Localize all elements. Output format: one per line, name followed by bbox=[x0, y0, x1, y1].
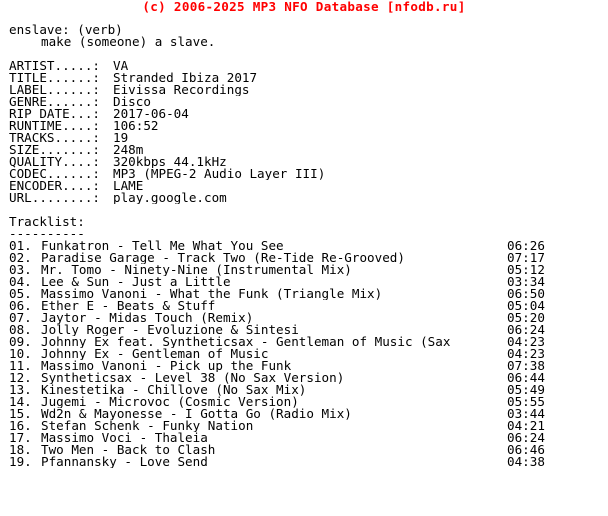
field-encoder bbox=[9, 180, 604, 192]
field-value: LAME bbox=[113, 180, 144, 192]
track-number: 14. bbox=[9, 394, 32, 409]
track-duration: 05:49 bbox=[507, 382, 545, 397]
field-key: URL........: bbox=[9, 192, 100, 204]
field-title bbox=[9, 72, 604, 84]
field-value: Disco bbox=[113, 96, 151, 108]
field-label bbox=[9, 84, 604, 96]
track-number: 03. bbox=[9, 262, 32, 277]
track-title: Syntheticsax - Level 38 (No Sax Version) bbox=[41, 372, 345, 384]
track-number: 02. bbox=[9, 250, 32, 265]
track-number: 01. bbox=[9, 238, 32, 253]
track-title: Ether E - Beats & Stuff bbox=[41, 300, 216, 312]
track-title: Funkatron - Tell Me What You See bbox=[41, 240, 284, 252]
track-duration: 05:04 bbox=[507, 298, 545, 313]
tracklist-underline: ---------- bbox=[9, 228, 85, 240]
definition-body: make (someone) a slave. bbox=[41, 36, 216, 48]
field-genre bbox=[9, 96, 604, 108]
track-number: 04. bbox=[9, 274, 32, 289]
track-number: 17. bbox=[9, 430, 32, 445]
track-title: Jaytor - Midas Touch (Remix) bbox=[41, 312, 254, 324]
field-key: ENCODER....: bbox=[9, 180, 100, 192]
field-key: GENRE......: bbox=[9, 96, 100, 108]
field-key: LABEL......: bbox=[9, 84, 100, 96]
track-title: Massimo Vanoni - What the Funk (Triangle Mix) bbox=[41, 288, 383, 300]
spacer bbox=[9, 48, 604, 60]
field-value: VA bbox=[113, 60, 129, 72]
track-title: Johnny Ex - Gentleman of Music bbox=[41, 348, 269, 360]
track-title: Kinestetika - Chillove (No Sax Mix) bbox=[41, 384, 307, 396]
track-number: 10. bbox=[9, 346, 32, 361]
track-duration: 05:55 bbox=[507, 394, 545, 409]
track-title: Paradise Garage - Track Two (Re-Tide Re-Grooved) bbox=[41, 252, 405, 264]
field-value: Stranded Ibiza 2017 bbox=[113, 72, 258, 84]
field-quality bbox=[9, 156, 604, 168]
track-duration: 06:24 bbox=[507, 430, 545, 445]
field-key: QUALITY....: bbox=[9, 156, 100, 168]
track-duration: 04:23 bbox=[507, 346, 545, 361]
field-value: 248m bbox=[113, 144, 144, 156]
track-title: Lee & Sun - Just a Little bbox=[41, 276, 231, 288]
field-value: 320kbps 44.1kHz bbox=[113, 156, 227, 168]
track-title: Jolly Roger - Evoluzione & Sintesi bbox=[41, 324, 299, 336]
track-number: 16. bbox=[9, 418, 32, 433]
track-number: 08. bbox=[9, 322, 32, 337]
track-title: Massimo Vanoni - Pick up the Funk bbox=[41, 360, 292, 372]
track-row bbox=[9, 456, 604, 468]
field-codec bbox=[9, 168, 604, 180]
track-number: 15. bbox=[9, 406, 32, 421]
field-key: TRACKS.....: bbox=[9, 132, 100, 144]
nfo-document bbox=[9, 24, 604, 468]
track-duration: 04:23 bbox=[507, 334, 545, 349]
track-title: Pfannansky - Love Send bbox=[41, 456, 208, 468]
field-key: ARTIST.....: bbox=[9, 60, 100, 72]
field-value: MP3 (MPEG-2 Audio Layer III) bbox=[113, 168, 326, 180]
track-number: 06. bbox=[9, 298, 32, 313]
field-size bbox=[9, 144, 604, 156]
field-rip-date bbox=[9, 108, 604, 120]
field-runtime bbox=[9, 120, 604, 132]
field-value: play.google.com bbox=[113, 192, 227, 204]
track-number: 18. bbox=[9, 442, 32, 457]
field-key: TITLE......: bbox=[9, 72, 100, 84]
track-title: Jugemi - Microvoc (Cosmic Version) bbox=[41, 396, 299, 408]
track-duration: 07:17 bbox=[507, 250, 545, 265]
release-info bbox=[9, 60, 604, 204]
track-duration: 05:12 bbox=[507, 262, 545, 277]
track-duration: 06:24 bbox=[507, 322, 545, 337]
track-number: 19. bbox=[9, 454, 32, 469]
track-number: 12. bbox=[9, 370, 32, 385]
track-number: 07. bbox=[9, 310, 32, 325]
track-number: 13. bbox=[9, 382, 32, 397]
spacer bbox=[9, 204, 604, 216]
track-title: Johnny Ex feat. Syntheticsax - Gentleman of Music (Sax bbox=[41, 336, 451, 348]
track-title: Two Men - Back to Clash bbox=[41, 444, 216, 456]
track-duration: 05:20 bbox=[507, 310, 545, 325]
field-value: Eivissa Recordings bbox=[113, 84, 250, 96]
track-duration: 04:21 bbox=[507, 418, 545, 433]
field-url bbox=[9, 192, 604, 204]
track-duration: 04:38 bbox=[507, 454, 545, 469]
site-banner: (c) 2006-2025 MP3 NFO Database [nfodb.ru] bbox=[142, 0, 466, 14]
tracklist-heading: Tracklist: bbox=[9, 216, 85, 228]
track-number: 05. bbox=[9, 286, 32, 301]
track-number: 09. bbox=[9, 334, 32, 349]
field-key: RUNTIME....: bbox=[9, 120, 100, 132]
track-number: 11. bbox=[9, 358, 32, 373]
field-value: 2017-06-04 bbox=[113, 108, 189, 120]
field-value: 106:52 bbox=[113, 120, 159, 132]
track-title: Wd2n & Mayonesse - I Gotta Go (Radio Mix) bbox=[41, 408, 352, 420]
field-key: RIP DATE...: bbox=[9, 108, 100, 120]
tracklist bbox=[9, 240, 604, 468]
track-duration: 03:34 bbox=[507, 274, 545, 289]
track-title: Mr. Tomo - Ninety-Nine (Instrumental Mix) bbox=[41, 264, 352, 276]
track-title: Stefan Schenk - Funky Nation bbox=[41, 420, 254, 432]
field-tracks bbox=[9, 132, 604, 144]
field-artist bbox=[9, 60, 604, 72]
track-title: Massimo Voci - Thaleia bbox=[41, 432, 208, 444]
track-duration: 06:46 bbox=[507, 442, 545, 457]
field-key: CODEC......: bbox=[9, 168, 100, 180]
track-duration: 06:50 bbox=[507, 286, 545, 301]
track-duration: 06:26 bbox=[507, 238, 545, 253]
track-duration: 06:44 bbox=[507, 370, 545, 385]
definition-head: enslave: (verb) bbox=[9, 24, 123, 36]
track-duration: 03:44 bbox=[507, 406, 545, 421]
field-value: 19 bbox=[113, 132, 129, 144]
track-duration: 07:38 bbox=[507, 358, 545, 373]
field-key: SIZE.......: bbox=[9, 144, 100, 156]
